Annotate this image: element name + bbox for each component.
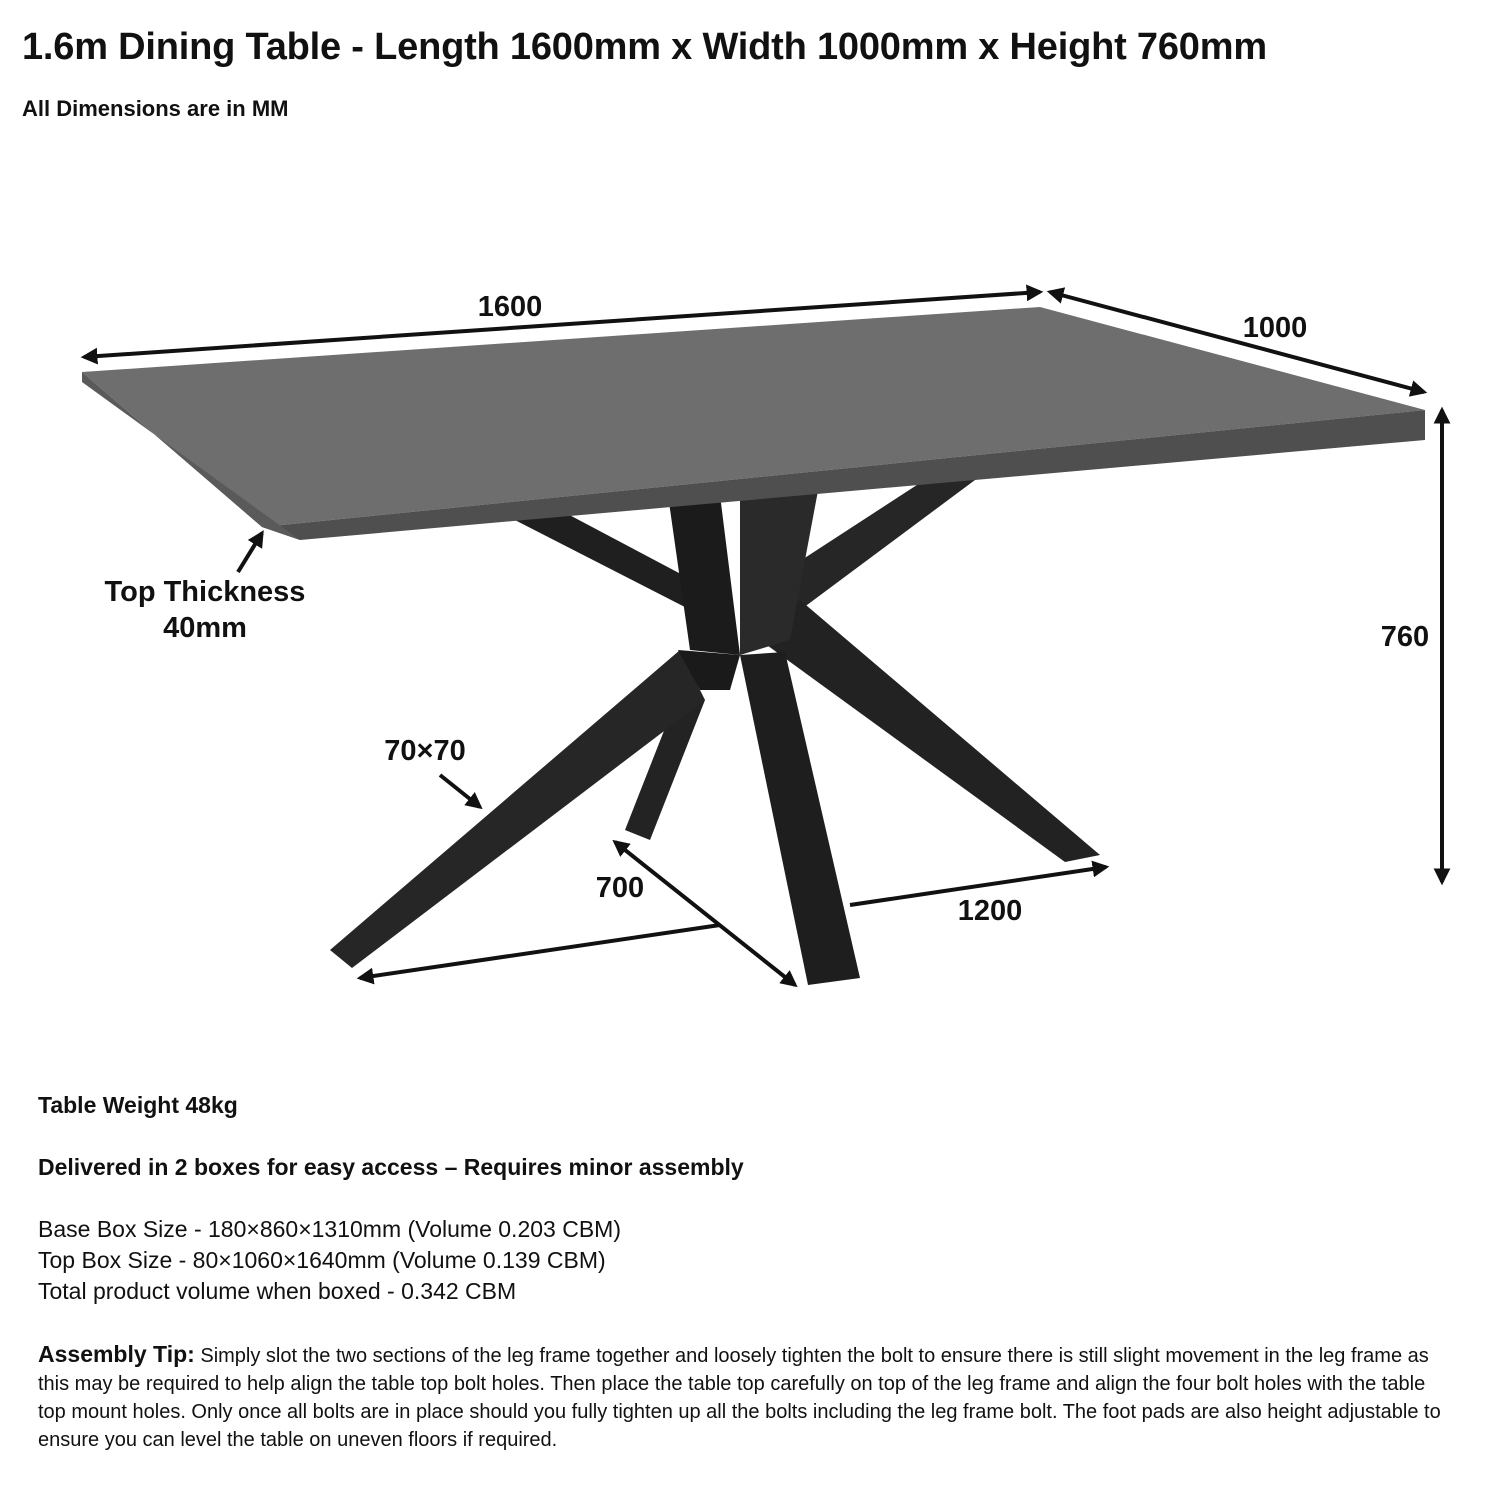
assembly-tip-text: Simply slot the two sections of the leg frame together and loosely tighten the bolt to ensure there is still slight movement in the leg frame as this may be required to help align the table top bolt holes. Then place the table top carefully on top of the leg frame and align the four bolt holes with the table top mount holes. Only once all bolts are in place should you fully tighten up all the bolts including the leg frame bolt. The foot pads are also height adjustable to ensure you can level the table on uneven floors if required. <box>38 1345 1441 1451</box>
page-title: 1.6m Dining Table - Length 1600mm x Width 1000mm x Height 760mm <box>22 26 1267 68</box>
leg-center-front <box>740 652 860 985</box>
leg-size-arrow <box>440 775 480 807</box>
assembly-tip-label: Assembly Tip: <box>38 1341 195 1367</box>
leg-size-label: 70×70 <box>384 735 466 767</box>
dining-table-illustration <box>82 307 1425 985</box>
top-box-size: Top Box Size - 80×1060×1640mm (Volume 0.139 CBM) <box>38 1247 606 1273</box>
delivery-info: Delivered in 2 boxes for easy access – Requires minor assembly <box>38 1154 744 1180</box>
top-thickness-arrow <box>238 533 262 572</box>
box-sizes <box>38 1214 1458 1307</box>
assembly-tip <box>38 1340 1458 1454</box>
base-width-label: 700 <box>595 872 645 904</box>
page-subtitle: All Dimensions are in MM <box>22 96 289 121</box>
base-length-arrow <box>360 925 720 978</box>
width-label: 1000 <box>1242 312 1308 344</box>
total-boxed-volume: Total product volume when boxed - 0.342 CBM <box>38 1278 517 1304</box>
height-label: 760 <box>1380 621 1430 653</box>
base-length-label: 1200 <box>957 895 1023 927</box>
base-box-size: Base Box Size - 180×860×1310mm (Volume 0.203 CBM) <box>38 1216 621 1242</box>
top-thickness-label-line1: Top Thickness <box>104 576 306 608</box>
base-width-arrow <box>615 842 795 985</box>
top-thickness-label-line2: 40mm <box>163 612 247 644</box>
table-weight: Table Weight 48kg <box>38 1092 238 1118</box>
length-label: 1600 <box>477 291 543 323</box>
